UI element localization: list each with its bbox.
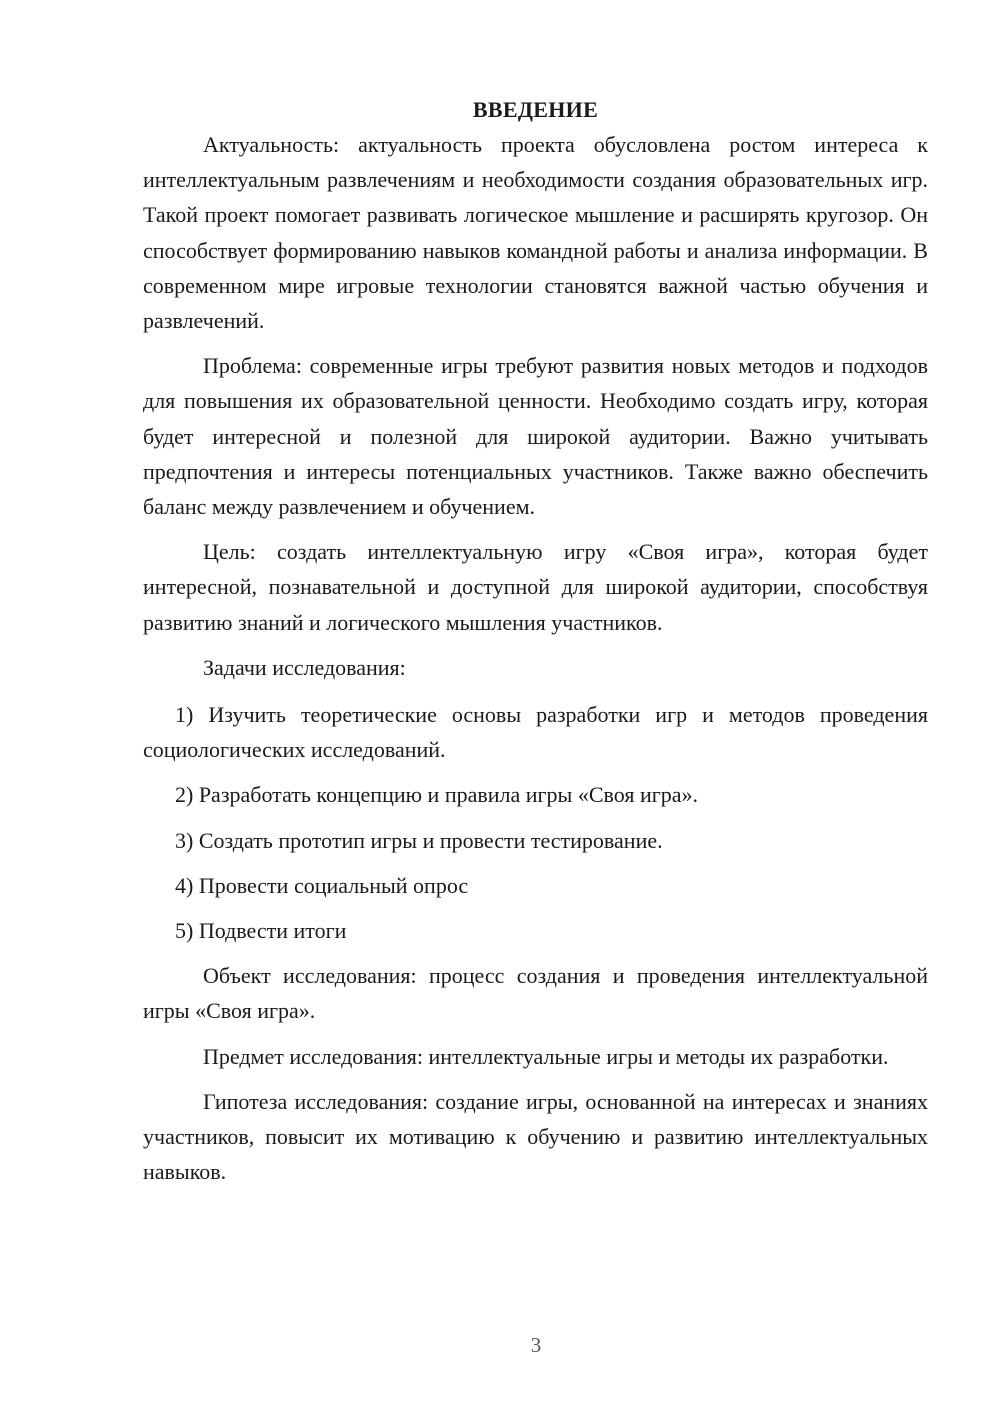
document-body (143, 92, 928, 1189)
task-item-5: 5) Подвести итоги (175, 918, 347, 944)
section-heading: ВВЕДЕНИЕ (472, 97, 599, 122)
page-number: 3 (530, 1333, 542, 1357)
hypothesis-paragraph: Гипотеза исследования: создание игры, основанной на интересах и знаниях участников, повысит их мотивацию к обучению и развитию интеллектуальных навыков. (143, 1088, 928, 1185)
goal-paragraph: Цель: создать интеллектуальную игру «Своя игра», которая будет интересной, познавательной и доступной для широкой аудитории, способствуя развитию знаний и логического мышления участников. (143, 539, 928, 635)
task-item-2: 2) Разработать концепцию и правила игры «Своя игра». (175, 782, 699, 808)
task-item-3: 3) Создать прототип игры и провести тестирование. (175, 827, 663, 853)
tasks-heading: Задачи исследования: (203, 654, 406, 680)
relevance-paragraph: Актуальность: актуальность проекта обусловлена ростом интереса к интеллектуальным развлечениям и необходимости создания образовательных игр. Такой проект помогает развивать логическое мышление и расширять кругозор. Он способствует формированию навыков командной работы и анализа информации. В современном мире игровые технологии становятся важной частью обучения и развлечений. (143, 132, 928, 334)
subject-paragraph: Предмет исследования: интеллектуальные игры и методы их разработки. (203, 1043, 889, 1069)
problem-paragraph: Проблема: современные игры требуют развития новых методов и подходов для повышения их образовательной ценности. Необходимо создать игру, которая будет интересной и полезной для широкой аудитории. Важно учитывать предпочтения и интересы потенциальных участников. Также важно обеспечить баланс между развлечением и обучением. (143, 353, 928, 520)
object-paragraph: Объект исследования: процесс создания и проведения интеллектуальной игры «Своя игра». (143, 963, 928, 1024)
task-item-4: 4) Провести социальный опрос (175, 872, 469, 898)
task-item-1: 1) Изучить теоретические основы разработки игр и методов проведения социологических исследований. (143, 702, 928, 763)
